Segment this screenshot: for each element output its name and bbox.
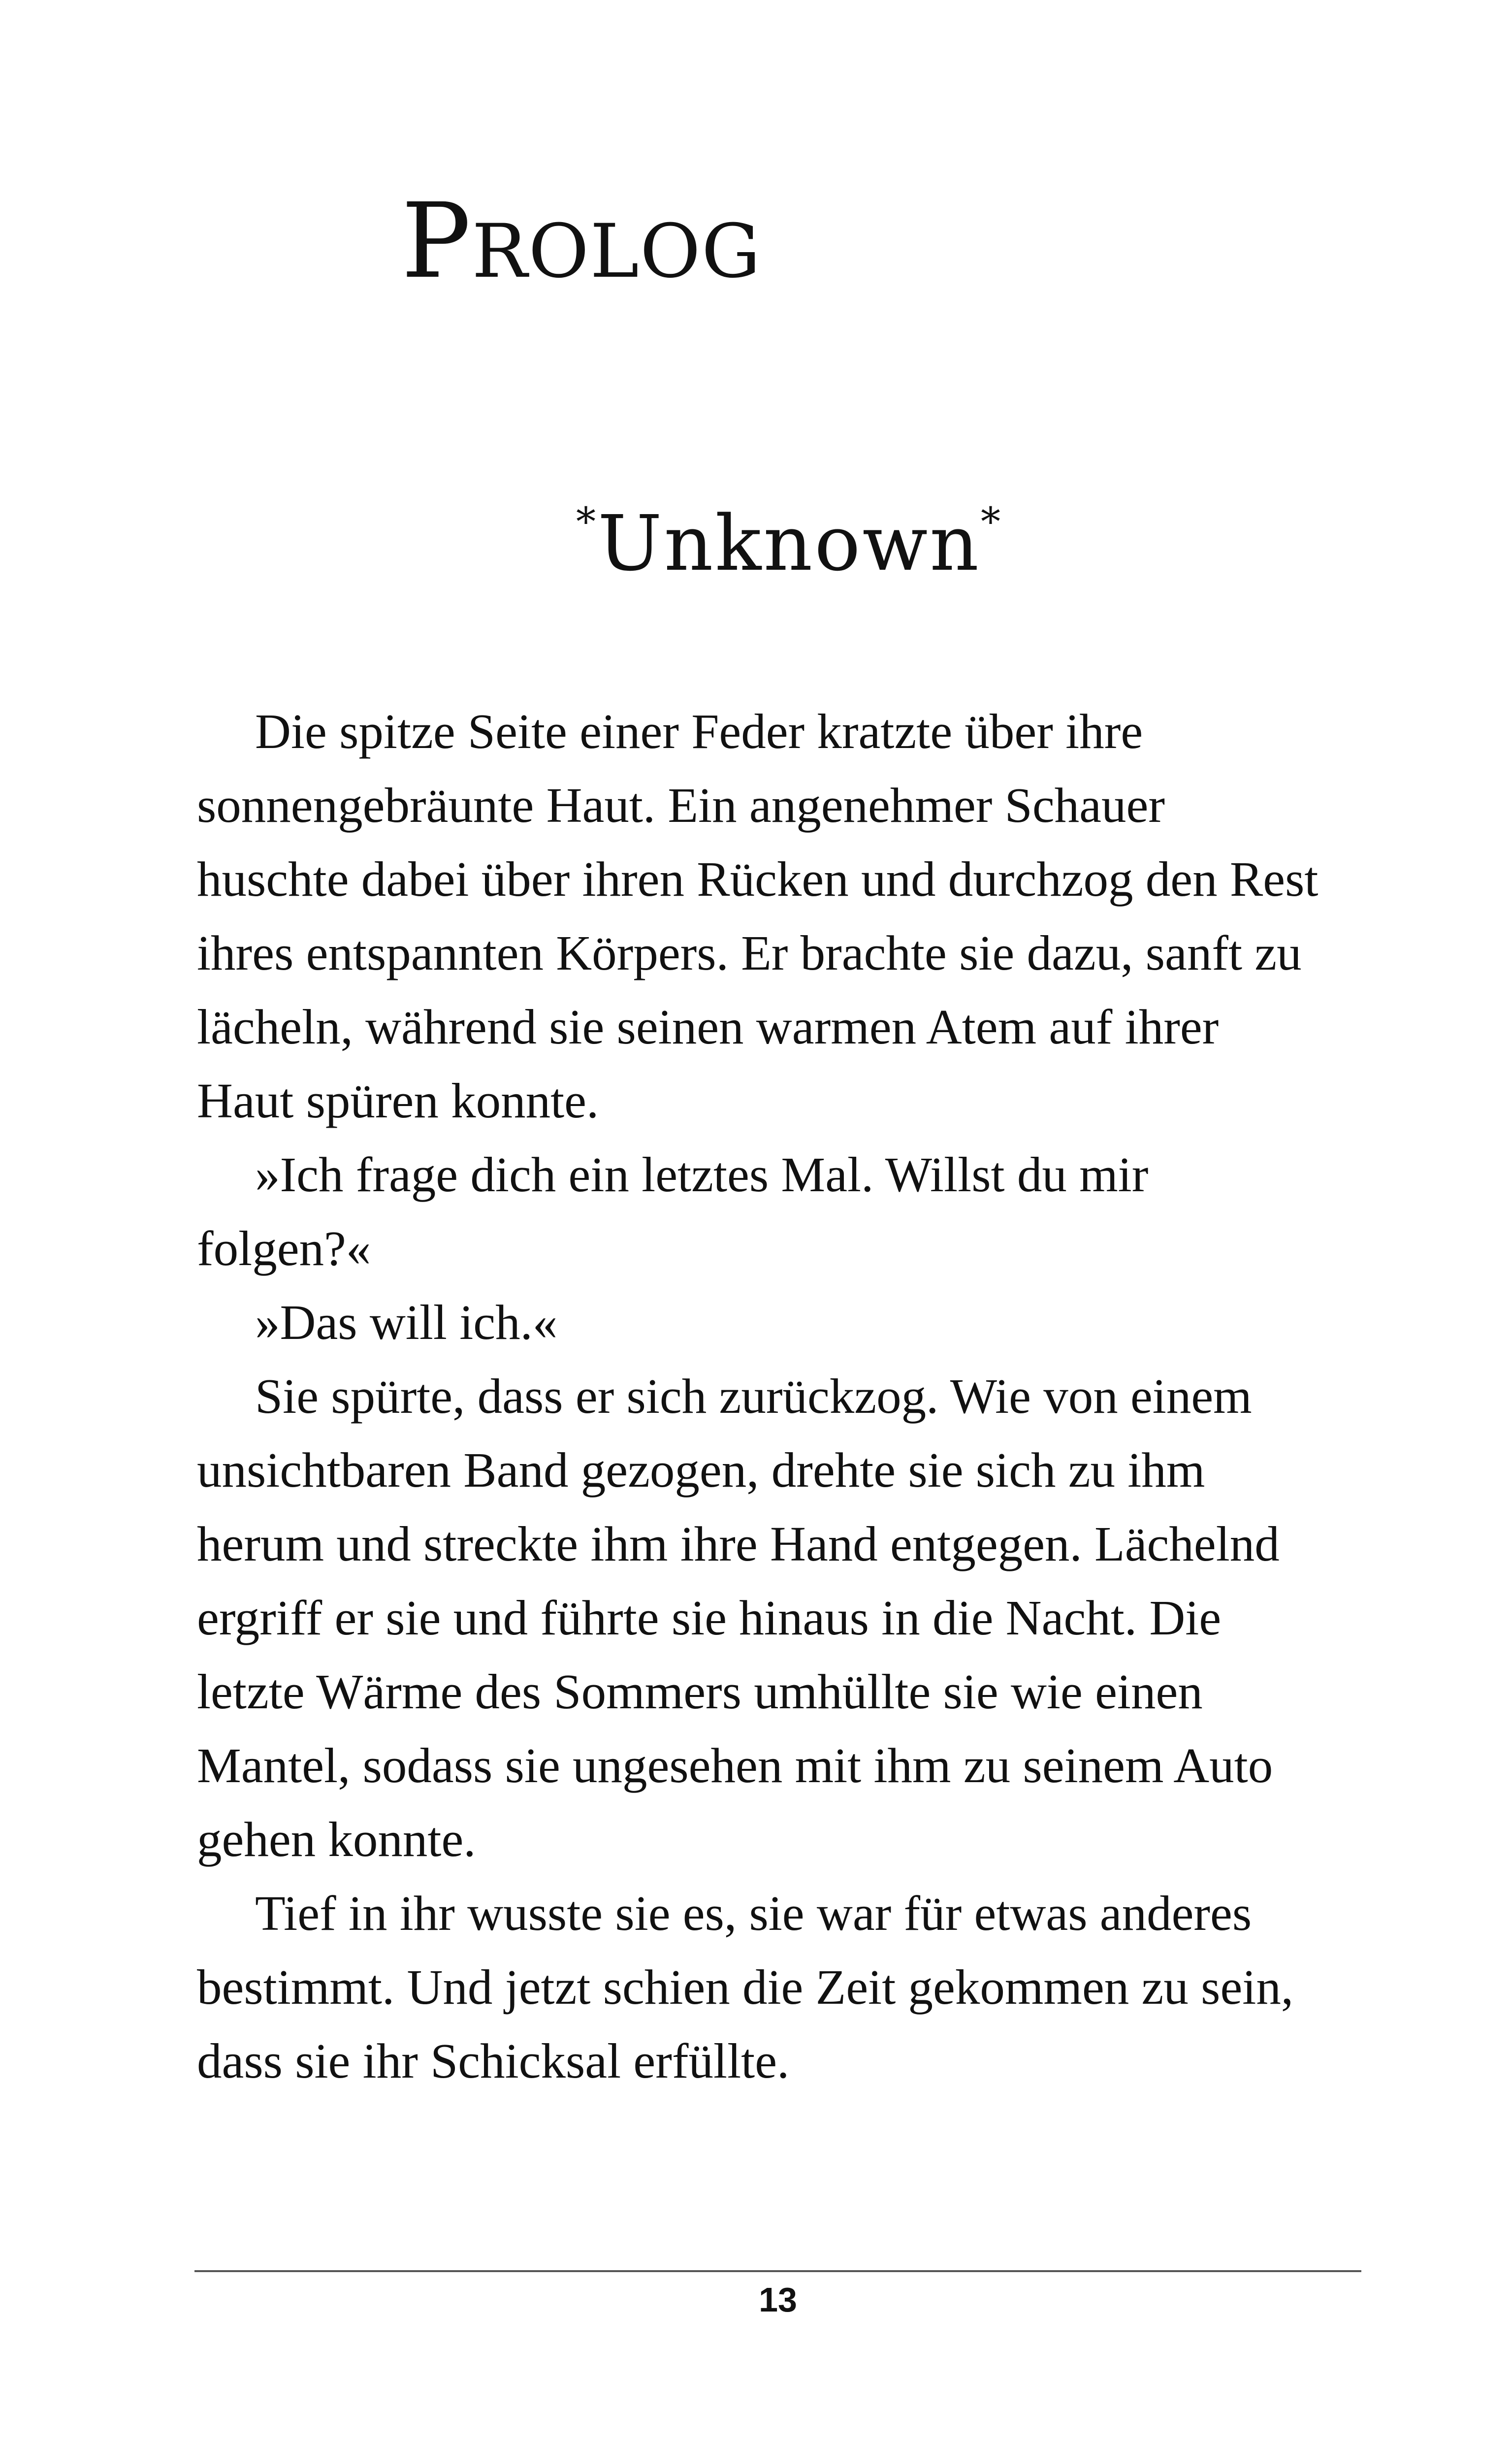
page-number: 13 — [759, 2280, 797, 2319]
paragraph: Sie spürte, dass er sich zurückzog. Wie von einem unsichtbaren Band gezogen, drehte sie sich zu ihm herum und streckte ihm ihre Hand entgegen. Lächelnd ergriff er sie und führte sie hinaus in die Nacht. Die letzte Wärme des Sommers umhüllte sie wie einen Mantel, sodass sie ungesehen mit ihm zu seinem Auto gehen konnte. — [197, 1368, 1280, 1867]
chapter-title — [401, 181, 762, 301]
paragraph: Tief in ihr wusste sie es, sie war für etwas anderes bestimmt. Und jetzt schien die Zeit gekommen zu sein, dass sie ihr Schicksal erfüllte. — [197, 1886, 1294, 2088]
chapter-title-initial: P — [401, 181, 472, 301]
pov-star-left: * — [576, 499, 598, 545]
pov-star-right: * — [981, 499, 1003, 545]
chapter-title-rest: ROLOG — [472, 209, 762, 294]
paragraph: »Ich frage dich ein letztes Mal. Willst du mir folgen?« — [197, 1147, 1149, 1276]
paragraph: »Das will ich.« — [255, 1295, 558, 1350]
paragraph: Die spitze Seite einer Feder kratzte über ihre sonnengebräunte Haut. Ein angenehmer Schauer huschte dabei über ihren Rücken und durchzog den Rest ihres entspannten Körpers. Er brachte sie dazu, sanft zu lächeln, während sie seinen warmen Atem auf ihrer Haut spüren konnte. — [197, 704, 1319, 1128]
body-text — [197, 694, 1319, 2098]
pov-name: Unknown — [598, 499, 981, 588]
footer-divider — [194, 2270, 1361, 2272]
pov-heading — [576, 499, 1003, 588]
